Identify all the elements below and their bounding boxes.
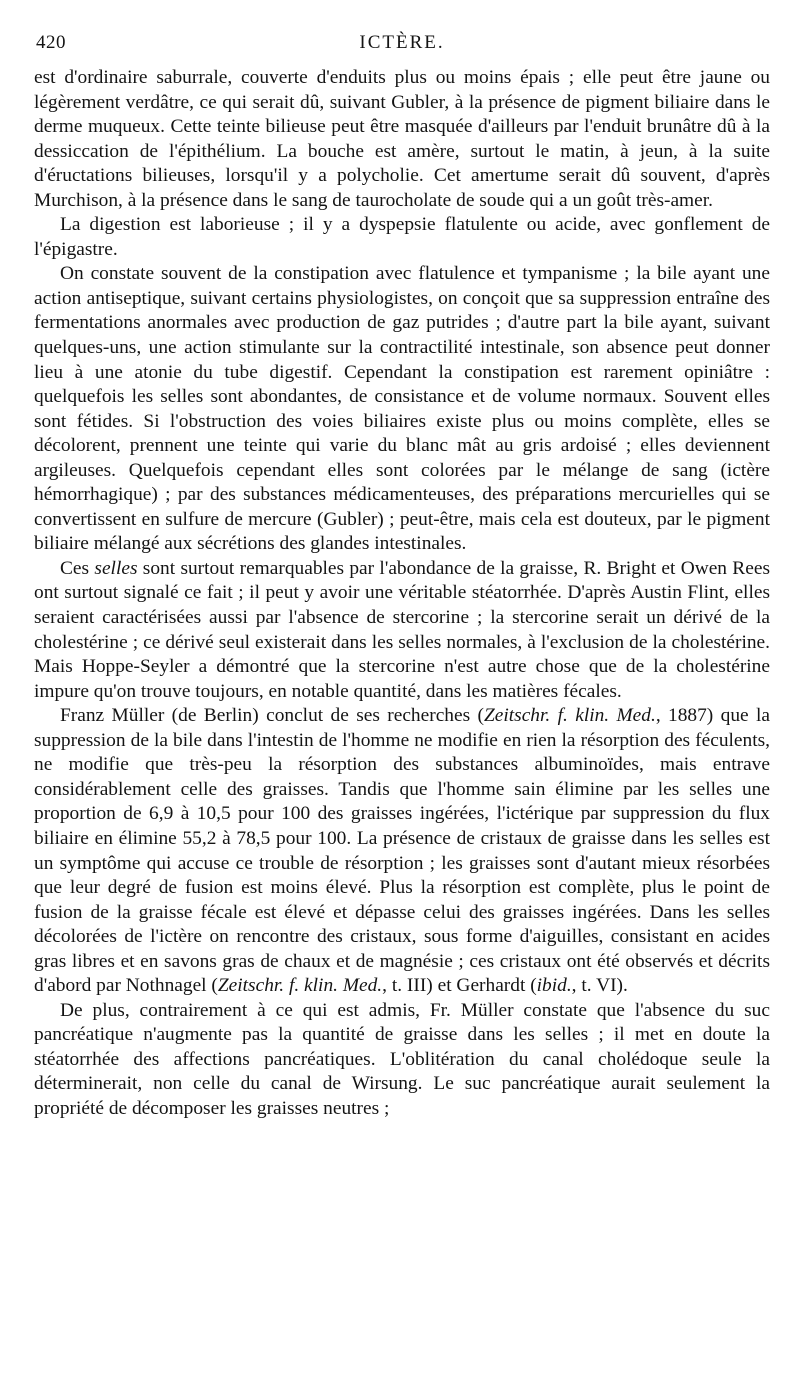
text-run: , t. VI). [571,975,628,997]
paragraph [34,704,770,999]
paragraph [34,557,770,704]
paragraph [34,262,770,557]
text-run: , 1887) que la suppression de la bile dans l'intestin de l'homme ne modifie en rien la résorption des féculents, ne modifie que très-peu la résorption des substances albuminoïdes, mais entrave considérablement celle des graisses. Tandis que l'homme sain élimine par les selles une proportion de 6,9 à 10,5 pour 100 des graisses ingérées, l'ictérique par suppression du flux biliaire en élimine 55,2 à 78,5 pour 100. La présence de cristaux de graisse dans les selles est un symptôme qui accuse ce trouble de résorption ; les graisses sont d'autant mieux résorbées que leur degré de fusion est moins élevé. Plus la résorption est complète, plus le point de fusion de la graisse fécale est élevé et dépasse celui des graisses ingérées. Dans les selles décolorées de l'ictère on rencontre des cristaux, sous forme d'aiguilles, consistant en acides gras libres et en savons gras de chaux et de magnésie ; ces cristaux ont été observés et décrits d'abord par Nothnagel ( [34,705,770,997]
text-run: Franz Müller (de Berlin) conclut de ses recherches ( [60,705,484,727]
text-run: est d'ordinaire saburrale, couverte d'enduits plus ou moins épais ; elle peut être jaune ou légèrement verdâtre, ce qui serait dû, suivant Gubler, à la présence de pigment biliaire dans le derme muqueux. Cette teinte bilieuse peut être masquée d'ailleurs par l'enduit brunâtre dû à la dessiccation de l'épithélium. La bouche est amère, surtout le matin, à jeun, à la suite d'éructations bilieuses, lorsqu'il y a polycholie. Cet amertume serait dû souvent, d'après Murchison, à la présence dans le sang de taurocholate de soude qui a un goût très-amer. [34,67,770,211]
italic-text: Zeitschr. f. klin. Med. [483,705,656,727]
paragraph [34,213,770,262]
page-header [34,28,770,66]
page-number: 420 [36,32,66,53]
paragraph [34,66,770,213]
italic-text: ibid. [536,975,572,997]
text-run: On constate souvent de la constipation avec flatulence et tympanisme ; la bile ayant une action antiseptique, suivant certains physiologistes, on conçoit que sa suppression entraîne des fermentations anormales avec production de gaz putrides ; d'autre part la bile ayant, suivant quelques-uns, une action stimulante sur la contractilité intestinale, son absence peut donner lieu à une atonie du tube digestif. Cependant la constipation est rarement opiniâtre : quelquefois les selles sont abondantes, de consistance et de volume normaux. Souvent elles sont fétides. Si l'obstruction des voies biliaires existe plus ou moins complète, elles se décolorent, prennent une teinte qui varie du blanc mât au gris ardoisé ; elles deviennent argileuses. Quelquefois cependant elles sont colorées par le mélange de sang (ictère hémorrhagique) ; par des substances médicamenteuses, des préparations mercurielles qui se convertissent en sulfure de mercure (Gubler) ; peut-être, mais cela est douteux, par le pigment biliaire mélangé aux sécrétions des glandes intestinales. [34,263,770,555]
text-run: Ces [60,557,95,579]
italic-text: Zeitschr. f. klin. Med. [217,975,383,997]
text-run: sont surtout remarquables par l'abondance de la graisse, R. Bright et Owen Rees ont surtout signalé ce fait ; il peut y avoir une véritable stéatorrhée. D'après Austin Flint, elles seraient caractérisées aussi par l'absence de stercorine ; la stercorine serait un dérivé de la cholestérine ; ce dérivé seul existerait dans les selles normales, à l'exclusion de la cholestérine. Mais Hoppe-Seyler a démontré que la stercorine n'est autre chose que de la cholestérine impure qu'on trouve toujours, en notable quantité, dans les matières fécales. [34,557,771,702]
body-text [34,66,770,1122]
italic-text: selles [94,557,138,579]
running-title: ICTÈRE. [359,32,445,53]
text-run: De plus, contrairement à ce qui est admis, Fr. Müller constate que l'absence du suc pancréatique n'augmente pas la quantité de graisse dans les selles ; il met en doute la stéatorrhée des affections pancréatiques. L'oblitération du canal cholédoque seule la déterminerait, non celle du canal de Wirsung. Le suc pancréatique aurait seulement la propriété de décomposer les graisses neutres ; [34,999,770,1119]
text-run: , t. III) et Gerhardt ( [382,975,537,997]
paragraph [34,999,770,1122]
text-run: La digestion est laborieuse ; il y a dyspepsie flatulente ou acide, avec gonflement de l'épigastre. [34,214,770,260]
